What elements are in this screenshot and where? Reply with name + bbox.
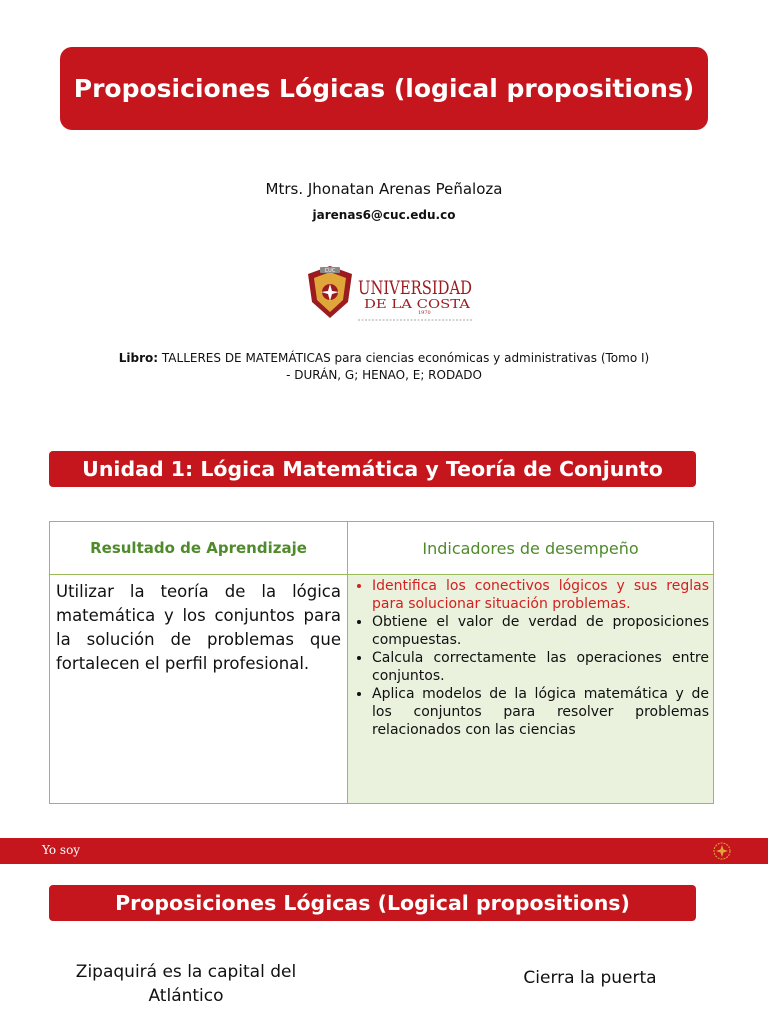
logo-year: 1970 <box>418 310 431 316</box>
footer-bar <box>0 838 768 864</box>
university-logo <box>306 264 476 324</box>
star-emblem-icon <box>709 840 735 862</box>
table-header-row <box>50 522 714 575</box>
logo-text-sub: DE LA COSTA <box>364 297 471 311</box>
indicator-item: • Calcula correctamente las operaciones entre conjuntos. <box>372 649 709 685</box>
book-title: TALLERES DE MATEMÁTICAS para ciencias económicas y administrativas (Tomo I) <box>161 351 650 365</box>
author-email: jarenas6@cuc.edu.co <box>312 208 456 222</box>
title-banner <box>60 47 708 130</box>
footer-text: Yo soy <box>42 843 81 857</box>
indicator-list <box>352 577 709 739</box>
logo-text-main: UNIVERSIDAD <box>358 277 472 299</box>
indicator-item: • Aplica modelos de la lógica matemática y de los conjuntos para resolver problemas relacionados con las ciencias <box>372 685 709 739</box>
example-proposition: Zipaquirá es la capital del Atlántico <box>75 962 297 1006</box>
unit-title: Unidad 1: Lógica Matemática y Teoría de Conjunto <box>82 457 663 481</box>
example-proposition: Cierra la puerta <box>523 968 657 988</box>
section-banner <box>49 885 696 921</box>
unit-banner <box>49 451 696 487</box>
section-title: Proposiciones Lógicas (Logical propositions) <box>115 891 630 915</box>
book-reference <box>80 350 688 384</box>
learning-outcome-text: Utilizar la teoría de la lógica matemática y los conjuntos para la solución de problemas que fortalecen el perfil profesional. <box>50 575 348 804</box>
indicators-cell <box>348 575 714 804</box>
table-row <box>50 575 714 804</box>
logo-badge: CUC <box>324 268 336 274</box>
author-name: Mtrs. Jhonatan Arenas Peñaloza <box>265 180 503 198</box>
header-learning-outcome: Resultado de Aprendizaje <box>50 522 348 575</box>
learning-table <box>49 521 714 804</box>
book-authors: - DURÁN, G; HENAO, E; RODADO <box>286 368 482 382</box>
book-label: Libro: <box>118 351 159 365</box>
indicator-item: • Identifica los conectivos lógicos y sus reglas para solucionar situación problemas. <box>372 577 709 613</box>
header-performance-indicators: Indicadores de desempeño <box>348 522 714 575</box>
page-title: Proposiciones Lógicas (logical propositions) <box>73 74 695 103</box>
indicator-item: • Obtiene el valor de verdad de proposiciones compuestas. <box>372 613 709 649</box>
